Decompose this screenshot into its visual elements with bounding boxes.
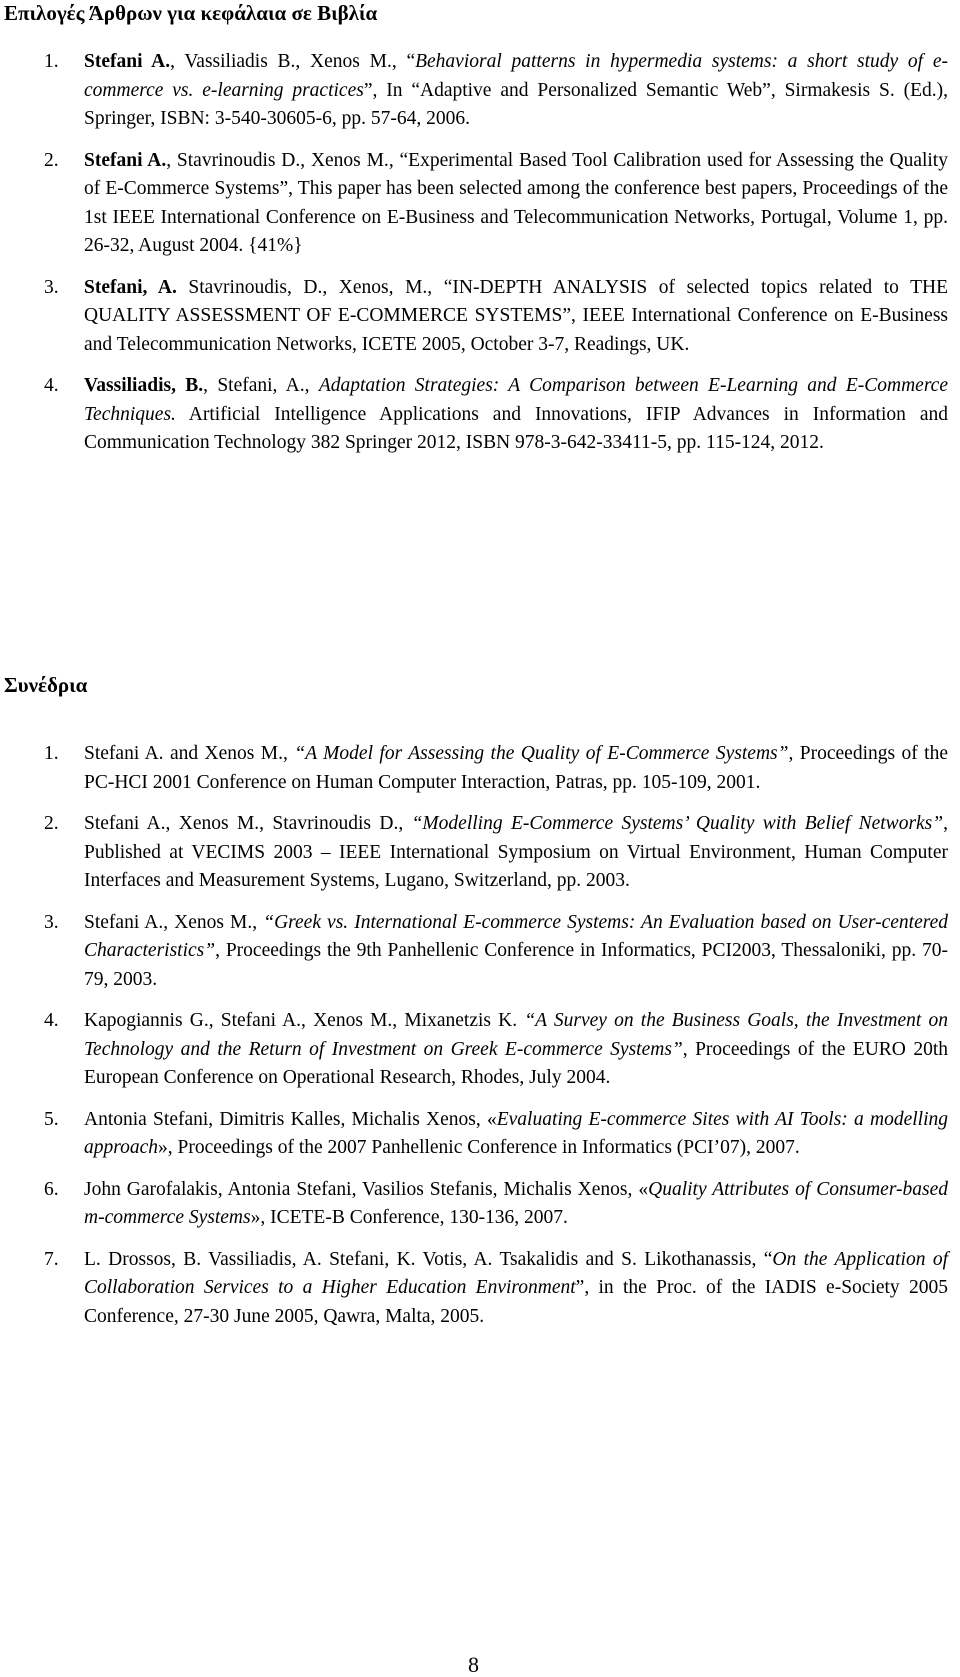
list-item xyxy=(4,274,948,360)
item-number: 4. xyxy=(44,375,59,396)
item-number: 7. xyxy=(44,1248,59,1270)
coauthors: Stavrinoudis, D., Xenos, M. xyxy=(176,276,428,298)
item-number: 2. xyxy=(44,813,59,834)
list-item xyxy=(4,810,948,896)
list-item xyxy=(4,372,948,458)
separator: , xyxy=(398,813,412,834)
list-item xyxy=(4,147,948,261)
highlighted-author: Stefani A. xyxy=(84,149,167,171)
separator: , xyxy=(283,743,295,764)
item-number: 3. xyxy=(44,276,59,298)
highlighted-author: Stefani A. xyxy=(84,51,171,72)
item-number: 3. xyxy=(44,911,59,933)
item-number: 4. xyxy=(44,1010,59,1031)
highlighted-author: Stefani, A. xyxy=(84,276,177,298)
list-item xyxy=(4,740,948,797)
separator: , xyxy=(304,375,319,396)
publication-details: », ICETE-B Conference, 130-136, 2007. xyxy=(250,1207,568,1228)
list-item xyxy=(4,1007,948,1093)
list-item xyxy=(4,1246,948,1332)
publication-title: “Modelling E-Commerce Systems’ Quality with Belief Networks” xyxy=(411,813,944,834)
publication-details: , “IN-DEPTH ANALYSIS of selected topics related to THE QUALITY ASSESSMENT OF E-COMMERCE SYSTEMS”, IEEE International Conference on E-Business and Telecommunication Networks, ICETE 2005, October 3-7, Readings, UK. xyxy=(84,276,948,355)
section-title-book-chapters: Επιλογές Άρθρων για κεφάλαια σε Βιβλία xyxy=(4,1,378,25)
publication-details: , Published at VECIMS 2003 – IEEE International Symposium on Virtual Environment, Human Computer Interfaces and Measurement Systems, Lugano, Switzerland, pp. 2003. xyxy=(84,813,948,891)
publication-details: ”, in the Proc. of the IADIS e-Society 2005 Conference, 27-30 June 2005, Qawra, Malta, 2005. xyxy=(84,1277,948,1327)
separator: , “ xyxy=(751,1248,773,1270)
publication-details: , Proceedings of the PC-HCI 2001 Conference on Human Computer Interaction, Patras, pp. 105-109, 2001. xyxy=(84,743,949,793)
item-number: 1. xyxy=(44,743,59,764)
publication-details: », Proceedings of the 2007 Panhellenic Conference in Informatics (PCI’07), 2007. xyxy=(158,1137,800,1158)
item-number: 6. xyxy=(44,1178,59,1200)
authors: John Garofalakis, Antonia Stefani, Vasilios Stefanis, Michalis Xenos xyxy=(84,1178,628,1200)
item-number: 1. xyxy=(44,51,59,72)
section-title-conferences: Συνέδρια xyxy=(4,673,88,697)
list-item xyxy=(4,909,948,995)
separator: , « xyxy=(475,1108,497,1130)
publication-title: Behavioral patterns in hypermedia systems: a short study of e-commerce vs. e-learning practices xyxy=(84,51,948,101)
authors: Antonia Stefani, Dimitris Kalles, Michalis Xenos xyxy=(84,1108,476,1130)
list-item xyxy=(4,48,948,134)
coauthors: , Stavrinoudis D., Xenos M. xyxy=(166,149,389,171)
publication-title: Adaptation Strategies: A Comparison between E-Learning and E-Commerce Techniques. xyxy=(84,375,948,425)
publication-title: On the Application of Collaboration Services to a Higher Education Environment xyxy=(84,1248,948,1298)
publication-details: , Proceedings the 9th Panhellenic Conference in Informatics, PCI2003, Thessaloniki, pp. 70-79, 2003. xyxy=(84,940,948,990)
authors: Stefani A. and Xenos M. xyxy=(84,743,284,764)
highlighted-author: Vassiliadis, B. xyxy=(84,375,204,396)
publication-title: Evaluating E-commerce Sites with AI Tools: a modelling approach xyxy=(84,1108,948,1158)
list-item xyxy=(4,1176,948,1233)
coauthors: , Stefani, A. xyxy=(203,375,305,396)
publication-details: Artificial Intelligence Applications and Innovations, IFIP Advances in Information and Communication Technology 382 Springer 2012, ISBN 978-3-642-33411-5, pp. 115-124, 2012. xyxy=(84,403,948,453)
publication-title: Quality Attributes of Consumer-based m-commerce Systems xyxy=(84,1178,949,1228)
authors: L. Drossos, B. Vassiliadis, A. Stefani, K. Votis, A. Tsakalidis and S. Likothanassis xyxy=(84,1248,752,1270)
publication-details: ”, In “Adaptive and Personalized Semantic Web”, Sirmakesis S. (Ed.), Springer, ISBN: 3-540-30605-6, pp. 57-64, 2006. xyxy=(84,79,948,129)
conferences-list xyxy=(4,740,948,1344)
book-chapters-list xyxy=(4,48,948,471)
separator: , xyxy=(252,911,264,933)
separator: , « xyxy=(627,1178,649,1200)
list-item xyxy=(4,1106,948,1163)
page-number: 8 xyxy=(468,1652,479,1677)
publication-title: “A Model for Assessing the Quality of E-Commerce Systems” xyxy=(294,743,789,764)
authors: Kapogiannis G., Stefani A., Xenos M., Mixanetzis K. xyxy=(84,1010,518,1031)
publication-title: “A Survey on the Business Goals, the Investment on Technology and the Return of Investment on Greek E-commerce Systems” xyxy=(84,1010,948,1060)
publication-details: , “Experimental Based Tool Calibration used for Assessing the Quality of E-Commerce Systems”, This paper has been selected among the conference best papers, Proceedings of the 1st IEEE International Conference on E-Business and Telecommunication Networks, Portugal, Volume 1, pp. 26-32, August 2004. {41%} xyxy=(84,149,948,256)
item-number: 2. xyxy=(44,149,59,171)
coauthors: , Vassiliadis B., Xenos M., “ xyxy=(170,51,416,72)
authors: Stefani A., Xenos M., Stavrinoudis D. xyxy=(84,813,399,834)
item-number: 5. xyxy=(44,1108,59,1130)
publication-details: , Proceedings of the EURO 20th European Conference on Operational Research, Rhodes, July 2004. xyxy=(84,1038,948,1088)
authors: Stefani A., Xenos M. xyxy=(84,911,253,933)
publication-title: “Greek vs. International E-commerce Systems: An Evaluation based on User-centered Characteristics” xyxy=(84,911,949,961)
